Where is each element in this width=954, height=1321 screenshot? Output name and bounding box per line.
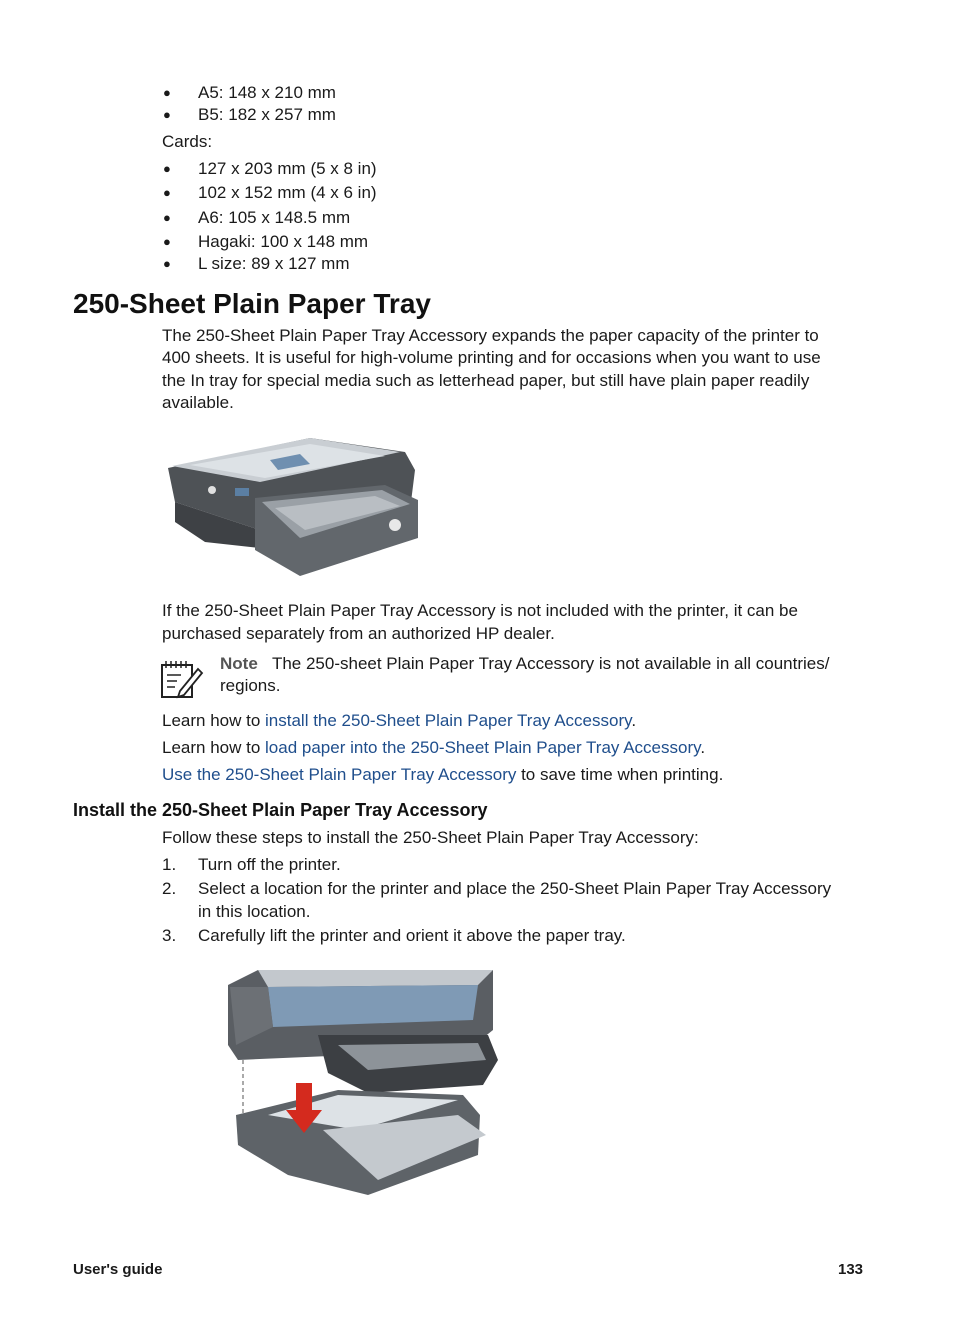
section-title: 250-Sheet Plain Paper Tray xyxy=(73,288,431,319)
step-number: 2. xyxy=(162,879,177,898)
bullet-icon: ● xyxy=(163,256,171,271)
availability-line: purchased separately from an authorized HP dealer. xyxy=(162,624,555,643)
list-item: A5: 148 x 210 mm xyxy=(198,83,336,102)
step-text: Carefully lift the printer and orient it above the paper tray. xyxy=(198,926,626,945)
bullet-icon: ● xyxy=(163,85,171,100)
step-text: Select a location for the printer and place the 250-Sheet Plain Paper Tray Accessory xyxy=(198,879,832,898)
intro-line: The 250-Sheet Plain Paper Tray Accessory expands the paper capacity of the printer to xyxy=(162,326,819,345)
printer-tray-install-illustration xyxy=(228,965,498,1200)
list-item: Hagaki: 100 x 148 mm xyxy=(198,232,369,251)
bullet-icon: ● xyxy=(163,107,171,122)
note-text: The 250-sheet Plain Paper Tray Accessory is not available in all countries/ xyxy=(271,654,830,673)
footer-title: User's guide xyxy=(73,1261,163,1278)
cards-label: Cards: xyxy=(162,132,213,151)
list-item: L size: 89 x 127 mm xyxy=(198,254,350,273)
note-pad-icon xyxy=(160,657,204,699)
learn-suffix: . xyxy=(700,738,706,757)
list-item: 127 x 203 mm (5 x 8 in) xyxy=(198,159,377,178)
step-number: 1. xyxy=(162,855,177,874)
intro-line: available. xyxy=(162,393,234,412)
use-tray-line xyxy=(162,764,723,786)
note-line-2: regions. xyxy=(220,676,281,695)
learn-load-line xyxy=(162,737,705,759)
note-label: Note xyxy=(220,654,258,673)
install-tray-link[interactable]: install the 250-Sheet Plain Paper Tray Accessory xyxy=(265,711,632,730)
learn-suffix: . xyxy=(631,711,637,730)
list-item: A6: 105 x 148.5 mm xyxy=(198,208,351,227)
step-number: 3. xyxy=(162,926,177,945)
learn-prefix: Learn how to xyxy=(162,738,266,757)
learn-prefix: Learn how to xyxy=(162,711,266,730)
bullet-icon: ● xyxy=(163,210,171,225)
list-item: B5: 182 x 257 mm xyxy=(198,105,336,124)
intro-line: 400 sheets. It is useful for high-volume printing and for occasions when you want to use xyxy=(162,348,821,367)
intro-line: the In tray for special media such as letterhead paper, but still have plain paper readily xyxy=(162,371,810,390)
load-paper-link[interactable]: load paper into the 250-Sheet Plain Paper Tray Accessory xyxy=(265,738,701,757)
page-number: 133 xyxy=(838,1261,864,1278)
bullet-icon: ● xyxy=(163,185,171,200)
list-item: 102 x 152 mm (4 x 6 in) xyxy=(198,183,377,202)
use-tray-link[interactable]: Use the 250-Sheet Plain Paper Tray Accessory xyxy=(162,765,517,784)
bullet-icon: ● xyxy=(163,161,171,176)
paper-tray-illustration xyxy=(160,430,425,580)
note-line xyxy=(220,653,829,675)
steps-intro: Follow these steps to install the 250-Sheet Plain Paper Tray Accessory: xyxy=(162,828,699,847)
step-text: Turn off the printer. xyxy=(198,855,341,874)
step-text: in this location. xyxy=(198,902,311,921)
use-tray-suffix: to save time when printing. xyxy=(516,765,724,784)
learn-install-line xyxy=(162,710,636,732)
availability-line: If the 250-Sheet Plain Paper Tray Accessory is not included with the printer, it can be xyxy=(162,601,798,620)
subsection-title: Install the 250-Sheet Plain Paper Tray Accessory xyxy=(73,800,488,820)
bullet-icon: ● xyxy=(163,234,171,249)
